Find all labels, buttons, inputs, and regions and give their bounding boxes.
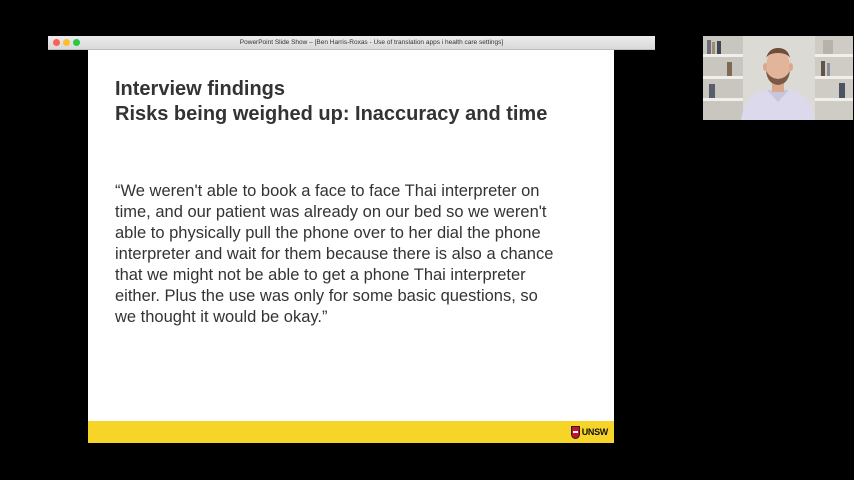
quote-line: that we might not be able to get a phone Thai interpreter — [115, 266, 526, 284]
quote-line: time, and our patient was already on our bed so we weren't — [115, 203, 547, 221]
quote-line: interpreter and wait for them because there is also a chance — [115, 245, 554, 263]
window-titlebar[interactable] — [48, 36, 655, 50]
window-title: PowerPoint Slide Show – [Ben Harris-Roxas - Use of translation apps i health care settings] — [239, 39, 504, 46]
quote-line: “We weren't able to book a face to face Thai interpreter on — [115, 182, 540, 200]
slide-quote — [115, 181, 595, 328]
unsw-logo — [571, 424, 608, 440]
maximize-window-button[interactable] — [73, 39, 80, 46]
close-window-button[interactable] — [53, 39, 60, 46]
slideshow-window — [48, 36, 655, 443]
minimize-window-button[interactable] — [63, 39, 70, 46]
slide-footer-bar — [88, 421, 614, 443]
quote-line: able to physically pull the phone over to her dial the phone — [115, 224, 541, 242]
slide-heading-line-1: Interview findings — [115, 78, 286, 100]
presenter-webcam-video — [703, 36, 853, 120]
presenter-video-icon — [703, 36, 853, 120]
quote-line: either. Plus the use was only for some basic questions, so — [115, 287, 538, 305]
slide[interactable] — [88, 50, 614, 443]
quote-line: we thought it would be okay.” — [115, 308, 328, 326]
crest-icon — [571, 426, 580, 439]
slide-heading-line-2: Risks being weighed up: Inaccuracy and time — [115, 103, 548, 125]
slide-heading — [115, 77, 605, 127]
logo-text: UNSW — [581, 427, 608, 437]
